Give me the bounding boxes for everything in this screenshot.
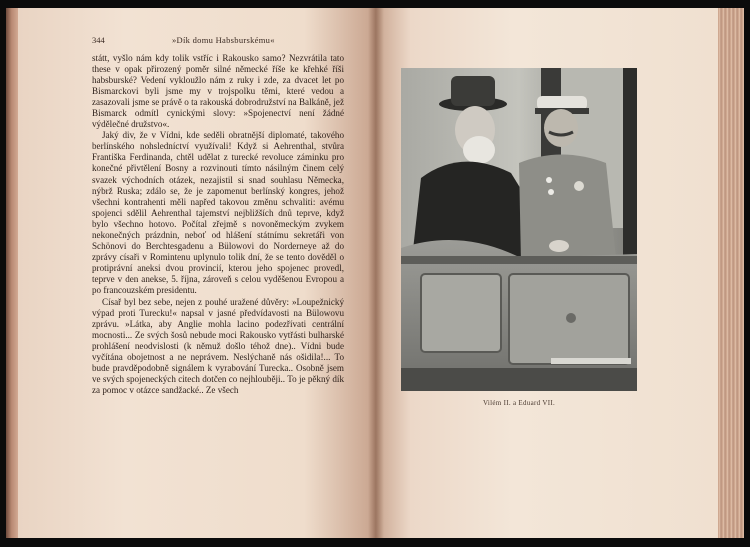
photo-caption: Vilém II. a Eduard VII. <box>482 399 556 407</box>
paragraph: státt, vyšlo nám kdy tolik vstříc i Rakousko samo? Nezvrátila tato these v opak přirozený poměr silné německé říše ke křehké říši habsburské? Vedení vykloužlo nám z ruky i zde, za dvacet let po Bismarckovi byli jsme my v trojspolku těmi, které vedou a zasazovali jsme se právě o ta rakouská dobrodružství na Balkáně, jež Bismarck odmítl cynickými slovy: »Spojenectví není žádné výdělečné družstvo«. <box>92 53 344 130</box>
photo-illustration <box>401 68 637 391</box>
historical-photo <box>401 68 637 391</box>
body-text <box>92 53 344 396</box>
page-number: 344 <box>92 35 105 45</box>
paragraph: Císař byl bez sebe, nejen z pouhé uražené důvěry: »Loupežnický výpad proti Turecku!« napsal v jasné předvídavosti na Bülowovu zprávu. »Látka, aby Anglie mohla lacino podezřívati centrální mocnosti... Ze svých šosů nebude moci Rakousko vytřásti bulharské prohlášení neodvislosti (k němuž došlo téhož dne).. Vídni bude vyčítána obojetnost a ne neprávem. Neslýchaně nás ošidila!... To bude pravděpodobně signálem k vyrabování Turecka.. Osobně jsem ve svých spojeneckých citech dotčen co nejhlouběji.. To je pěkný dík za pomoc v otázce sandžacké.. Ze všech <box>92 297 344 396</box>
book-edge-right <box>718 8 744 538</box>
running-title: »Dík domu Habsburskému« <box>172 35 275 45</box>
paragraph: Jaký div, že v Vídni, kde seděli obratnější diplomaté, takového berlínského nohsledníctví využívali! Když si Aehrenthal, stvůra Františka Ferdinanda, chtěl udělat z turecké revoluce záminku pro konečné přivtělení Bosny a rozvinouti tímto násilným činem celý svazek východních otázek, nezajistil si snad souhlasu Německa, nýbrž Ruska; zdálo se, že je zapomenut berlínský kongres, jehož všechni kontrahenti měli napřed takovou změnu schvaliti: avému spojenci sdělil Aehrenthal tajemství nejbližších dnů teprve, když bylo všechno hotovo. Počítal zřejmě s novoněmeckým zvykem nekonečných prázdnin, neboť od hlášení státnímu sekretáři von Schönovi do Berchtesgadenu a Bülowovi do Norderneye až do zprávy císaři v Romintenu uplynulo tolik dní, že se tento dověděl o protiprávní aneksi dvou provincií, kterou jeho spojenec provedl, teprve v den anekse, 5. října, zároveň s celou vyděšenou Evropou a po francouzském presidentu. <box>92 130 344 295</box>
book-gutter <box>368 8 384 538</box>
